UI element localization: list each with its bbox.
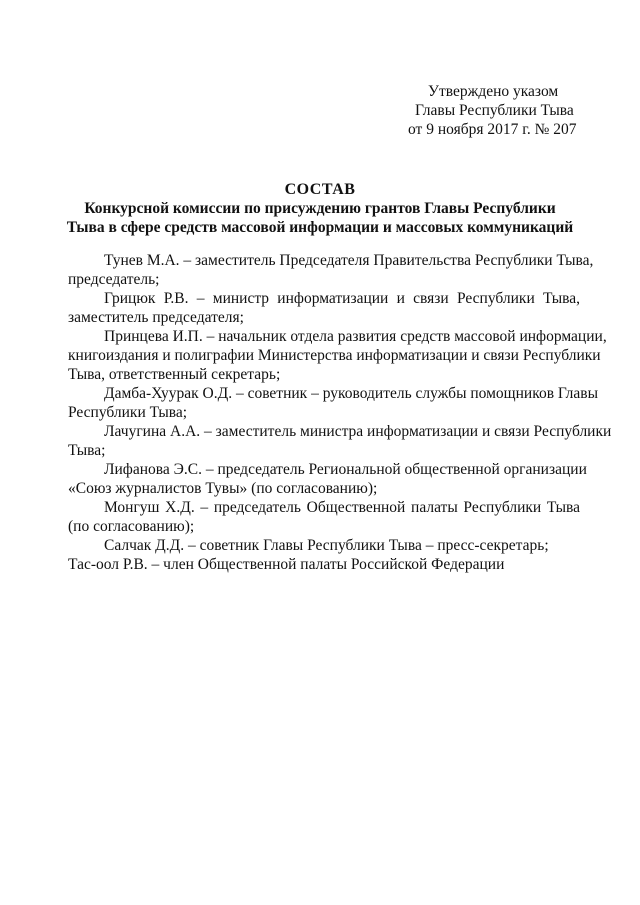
document-subtitle — [60, 199, 580, 237]
member-line: Республики Тыва; — [68, 404, 188, 421]
member-line: председатель; — [68, 271, 160, 288]
member-line: «Союз журналистов Тувы» (по согласованию); — [68, 480, 378, 497]
member-line: Тунев М.А. – заместитель Председателя Правительства Республики Тыва, — [104, 252, 594, 269]
document-heading — [60, 180, 580, 237]
subtitle-line: Конкурсной комиссии по присуждению грантов Главы Республики — [84, 200, 556, 217]
approval-line: Главы Республики Тыва — [415, 102, 574, 119]
member-line: заместитель председателя; — [68, 309, 244, 326]
member-line: Дамба-Хуурак О.Д. – советник – руководитель службы помощников Главы — [104, 385, 599, 402]
member-line: Тыва; — [68, 442, 106, 459]
member-line: Тас-оол Р.В. – член Общественной палаты Российской Федерации — [68, 556, 505, 573]
member-line: Лачугина А.А. – заместитель министра информатизации и связи Республики — [104, 423, 612, 440]
document-title: СОСТАВ — [284, 181, 356, 198]
subtitle-line: Тыва в сфере средств массовой информации и массовых коммуникаций — [66, 219, 574, 236]
approval-line: от 9 ноября 2017 г. № 207 — [408, 121, 577, 138]
member-line: (по согласованию); — [68, 518, 195, 535]
member-line: Принцева И.П. – начальник отдела развития средств массовой информации, — [104, 328, 607, 345]
member-line: Салчак Д.Д. – советник Главы Республики Тыва – пресс-секретарь; — [104, 537, 549, 554]
member-line: Тыва, ответственный секретарь; — [68, 366, 281, 383]
approval-stamp — [408, 82, 578, 139]
member-list — [68, 251, 612, 574]
member-line: Монгуш Х.Д. – председатель Общественной палаты Республики Тыва — [104, 499, 580, 516]
member-line: Грицюк Р.В. – министр информатизации и связи Республики Тыва, — [104, 290, 580, 307]
member-line: книгоиздания и полиграфии Министерства информатизации и связи Республики — [68, 347, 601, 364]
member-line: Лифанова Э.С. – председатель Региональной общественной организации — [104, 461, 587, 478]
approval-line: Утверждено указом — [428, 83, 559, 100]
